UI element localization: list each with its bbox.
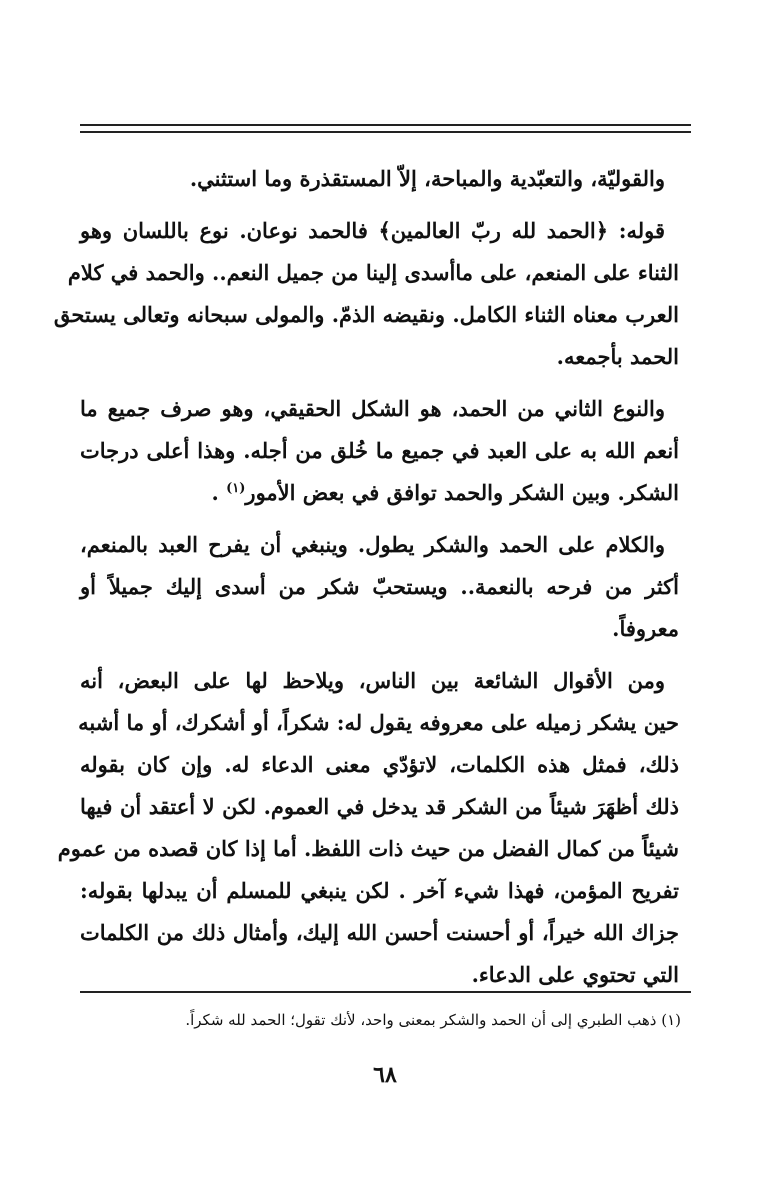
text-line: ذلك، فمثل هذه الكلمات، لاتؤدّي معنى الدعاء له. وإن كان بقوله	[80, 752, 679, 777]
text-line-content: الشكر. وبين الشكر والحمد توافق في بعض الأمور	[245, 480, 679, 505]
paragraph-4	[80, 524, 691, 650]
paragraph-2	[53, 210, 691, 378]
page-body	[53, 158, 691, 1006]
header-rule-bottom	[80, 131, 691, 133]
text-line: قوله: ﴿الحمد لله ربّ العالمين﴾ فالحمد نوعان. نوع باللسان وهو	[80, 218, 665, 243]
text-line: حين يشكر زميله على معروفه يقول له: شكراً، أو أشكرك، أو ما أشبه	[78, 710, 679, 735]
text-line: شيئاً من كمال الفضل من حيث ذات اللفظ. أما إذا كان قصده من عموم	[57, 836, 679, 861]
paragraph-3	[80, 388, 691, 514]
footnote: (١) ذهب الطبري إلى أن الحمد والشكر بمعنى واحد، لأنك تقول؛ الحمد لله شكراً.	[185, 1011, 681, 1029]
text-line: والنوع الثاني من الحمد، هو الشكل الحقيقي، وهو صرف جميع ما	[80, 396, 665, 421]
footnote-reference[interactable]: (١)	[226, 481, 246, 496]
paragraph-1	[80, 158, 691, 200]
text-line: الثناء على المنعم، على ماأسدى إلينا من جميل النعم.. والحمد في كلام	[67, 260, 679, 285]
text-line: والكلام على الحمد والشكر يطول. وينبغي أن يفرح العبد بالمنعم،	[80, 532, 665, 557]
header-rule-top	[80, 124, 691, 126]
text-line: والقوليّة، والتعبّدية والمباحة، إلاّ المستقذرة وما استثني.	[189, 166, 665, 191]
text-line	[80, 472, 691, 514]
text-line: معروفاً.	[612, 616, 679, 641]
paragraph-5	[57, 660, 691, 996]
text-line: ذلك أظهَرَ شيئاً من الشكر قد يدخل في العموم. لكن لا أعتقد أن فيها	[80, 794, 679, 819]
text-line-tail: .	[211, 480, 227, 505]
text-line: تفريح المؤمن، فهذا شيء آخر . لكن ينبغي للمسلم أن يبدلها بقوله:	[80, 878, 679, 903]
text-line: أكثر من فرحه بالنعمة.. ويستحبّ شكر من أسدى إليك جميلاً أو	[80, 574, 679, 599]
page-number: ٦٨	[373, 1062, 397, 1088]
text-line: التي تحتوي على الدعاء.	[471, 962, 679, 987]
text-line: الحمد بأجمعه.	[556, 344, 679, 369]
text-line: جزاك الله خيراً، أو أحسنت أحسن الله إليك، وأمثال ذلك من الكلمات	[80, 920, 679, 945]
text-line: ومن الأقوال الشائعة بين الناس، ويلاحظ لها على البعض، أنه	[80, 668, 665, 693]
text-line: العرب معناه الثناء الكامل. ونقيضه الذمّ. والمولى سبحانه وتعالى يستحق	[53, 302, 679, 327]
footnote-divider	[80, 991, 691, 993]
text-line: أنعم الله به على العبد في جميع ما خُلق من أجله. وهذا أعلى درجات	[80, 438, 679, 463]
